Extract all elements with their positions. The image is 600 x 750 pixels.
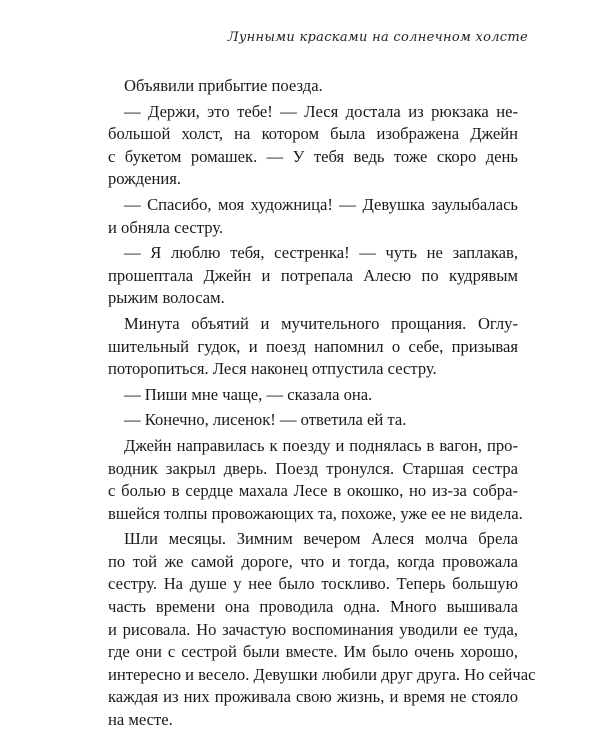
text-line: Джейн направилась к поезду и поднялась в вагон, про- [124, 435, 518, 455]
text-line: — Спасибо, моя художница! — Девушка заулыбалась [124, 194, 518, 214]
text-line: и обняла сестру. [108, 217, 224, 237]
running-head: Лунными красками на солнечном холсте [227, 30, 528, 45]
text-line: вшейся толпы провожающих та, похоже, уже ее не видела. [108, 503, 523, 523]
text-line: по той же самой дороге, что и тогда, когда провожала [108, 551, 518, 571]
text-line: с букетом ромашек. — У тебя ведь тоже скоро день [108, 146, 518, 166]
text-line: где они с сестрой были вместе. Им было очень хорошо, [108, 642, 518, 662]
text-line: сестру. На душе у нее было тоскливо. Теперь большую [108, 574, 518, 594]
paragraph [108, 528, 536, 731]
text-line: Шли месяцы. Зимним вечером Алеся молча брела [124, 529, 518, 549]
text-line: — Пиши мне чаще, — сказала она. [124, 384, 373, 404]
text-line: рыжим волосам. [108, 288, 225, 308]
text-line: большой холст, на котором была изображена Джейн [108, 124, 518, 144]
text-line: интересно и весело. Девушки любили друг друга. Но сейчас [108, 664, 536, 684]
text-line: Объявили прибытие поезда. [124, 76, 323, 95]
paragraph [108, 242, 518, 310]
text-line: Минута объятий и мучительного прощания. Оглу- [124, 313, 518, 333]
text-line: и рисовала. Но зачастую воспоминания уводили ее туда, [108, 619, 518, 639]
paragraph [108, 435, 523, 525]
paragraph [108, 194, 518, 239]
text-line: поторопиться. Леся наконец отпустила сестру. [108, 359, 437, 379]
paragraph [108, 313, 518, 381]
paragraph [108, 409, 518, 432]
text-line: — Держи, это тебе! — Леся достала из рюкзака не- [124, 101, 518, 121]
text-line: прошептала Джейн и потрепала Алесю по кудрявым [108, 265, 518, 285]
text-line: шительный гудок, и поезд напомнил о себе, призывая [108, 336, 518, 356]
text-line: водник закрыл дверь. Поезд тронулся. Старшая сестра [108, 458, 518, 478]
paragraph [108, 384, 518, 407]
text-line: с болью в сердце махала Лесе в окошко, но из-за собра- [108, 481, 518, 501]
text-line: на месте. [108, 710, 173, 730]
paragraph [108, 101, 518, 191]
text-line: — Я люблю тебя, сестренка! — чуть не заплакав, [124, 243, 518, 263]
text-line: рождения. [108, 169, 181, 189]
text-line: — Конечно, лисенок! — ответила ей та. [124, 410, 407, 430]
paragraph [108, 75, 518, 98]
body-text [108, 75, 536, 732]
text-line: каждая из них проживала свою жизнь, и время не стояло [108, 687, 518, 707]
text-line: часть времени она проводила одна. Много вышивала [108, 597, 518, 617]
